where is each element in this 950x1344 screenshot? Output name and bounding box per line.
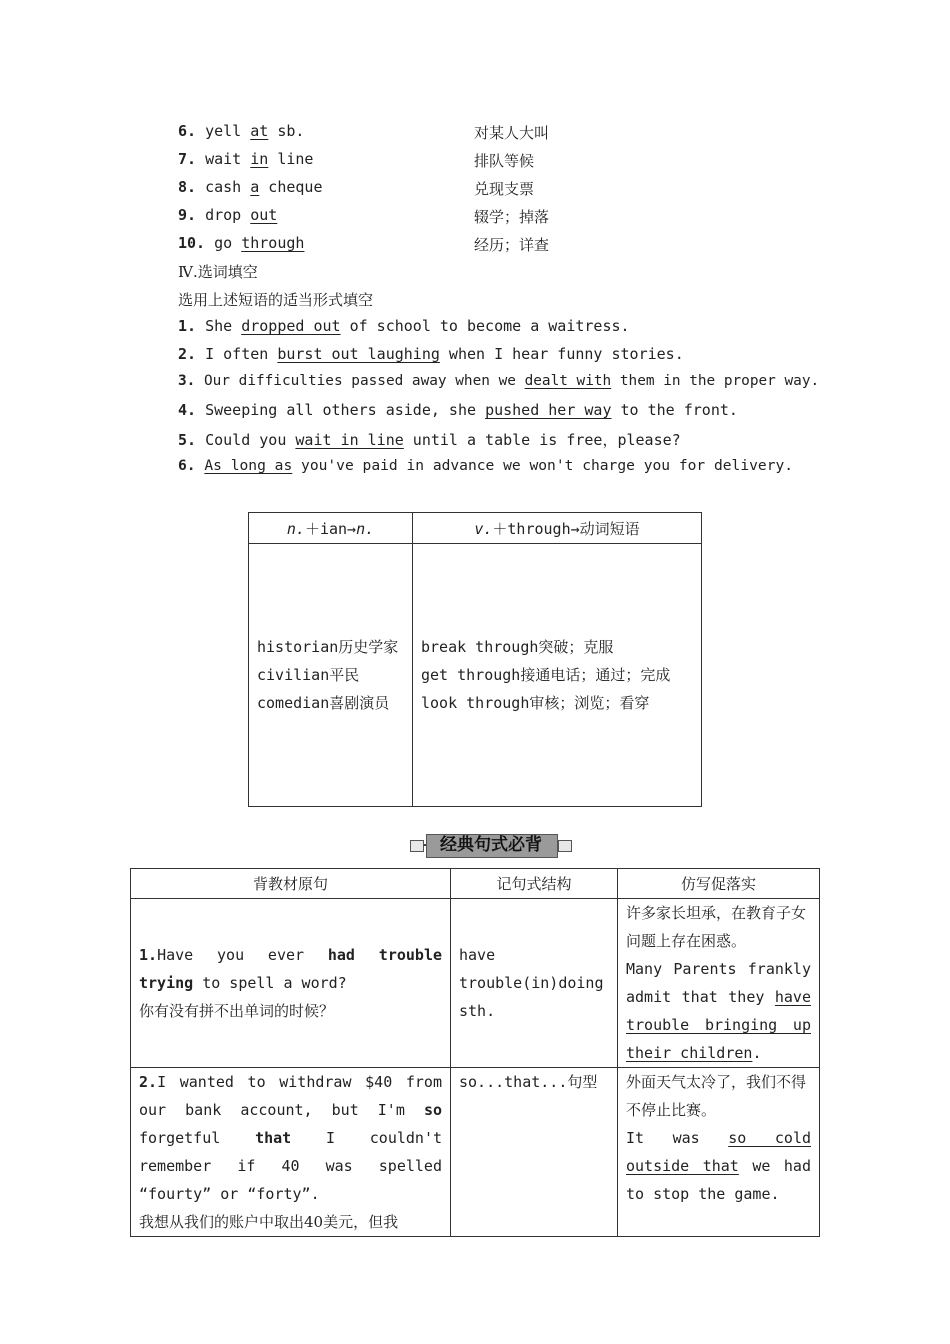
phrase-item: 9. drop out xyxy=(178,206,278,224)
fill-item: 4. Sweeping all others aside, she pushed her way to the front. xyxy=(178,401,738,419)
list-item: break through突破；克服 xyxy=(421,638,614,656)
fill-item: 3. Our difficulties passed away when we dealt with them in the proper way. xyxy=(178,373,820,389)
table-cell: 2.I wanted to withdraw $40 from our bank account, but I'm so forgetful that I couldn't remember if 40 was spelled “fourty” or “forty”. 我想从我们的账户中取出40美元，但我 xyxy=(131,1068,451,1237)
section-instruction: 选用上述短语的适当形式填空 xyxy=(178,291,374,309)
fill-item: 1. She dropped out of school to become a waitress. xyxy=(178,317,630,335)
section-banner xyxy=(410,832,572,858)
fill-item: 2. I often burst out laughing when I hear funny stories. xyxy=(178,345,684,363)
phrase-meaning: 对某人大叫 xyxy=(474,124,550,142)
sentence-pattern-table xyxy=(130,868,820,1237)
phrase-meaning: 兑现支票 xyxy=(474,180,535,198)
fill-item: 6. As long as you've paid in advance we won't charge you for delivery. xyxy=(178,457,794,474)
phrase-meaning: 辍学；掉落 xyxy=(474,208,550,226)
table-cell xyxy=(413,544,702,807)
table-header: 背教材原句 xyxy=(131,869,451,899)
table-header: 仿写促落实 xyxy=(618,869,820,899)
list-item: look through审核；浏览；看穿 xyxy=(421,694,650,712)
fill-item: 5. Could you wait in line until a table is free，please? xyxy=(178,431,681,449)
phrase-meaning: 排队等候 xyxy=(474,152,535,170)
phrase-item: 8. cash a cheque xyxy=(178,178,323,196)
phrase-item: 6. yell at sb. xyxy=(178,122,305,140)
list-item: historian历史学家 xyxy=(257,638,399,656)
list-item: comedian喜剧演员 xyxy=(257,694,390,712)
table-cell xyxy=(249,544,413,807)
list-item: civilian平民 xyxy=(257,666,360,684)
table-header: n.＋ian→n. xyxy=(249,513,413,544)
table-cell: 许多家长坦承，在教育子女问题上存在困惑。 Many Parents frankly admit that they have trouble bringing up their children. xyxy=(618,899,820,1068)
table-header: v.＋through→动词短语 xyxy=(413,513,702,544)
word-formation-table xyxy=(248,512,702,807)
table-cell: so...that...句型 xyxy=(451,1068,618,1237)
phrase-item: 10. go through xyxy=(178,234,305,252)
banner-title: 经典句式必背 xyxy=(440,835,542,855)
phrase-meaning: 经历；详查 xyxy=(474,236,550,254)
table-header: 记句式结构 xyxy=(451,869,618,899)
table-cell: have trouble(in)doing sth. xyxy=(451,899,618,1068)
section-title: Ⅳ.选词填空 xyxy=(178,263,258,281)
list-item: get through接通电话；通过；完成 xyxy=(421,666,671,684)
table-cell: 1.Have you ever had trouble trying to spell a word? 你有没有拼不出单词的时候？ xyxy=(131,899,451,1068)
phrase-item: 7. wait in line xyxy=(178,150,314,168)
table-cell: 外面天气太冷了，我们不得不停止比赛。 It was so cold outside that we had to stop the game. xyxy=(618,1068,820,1237)
